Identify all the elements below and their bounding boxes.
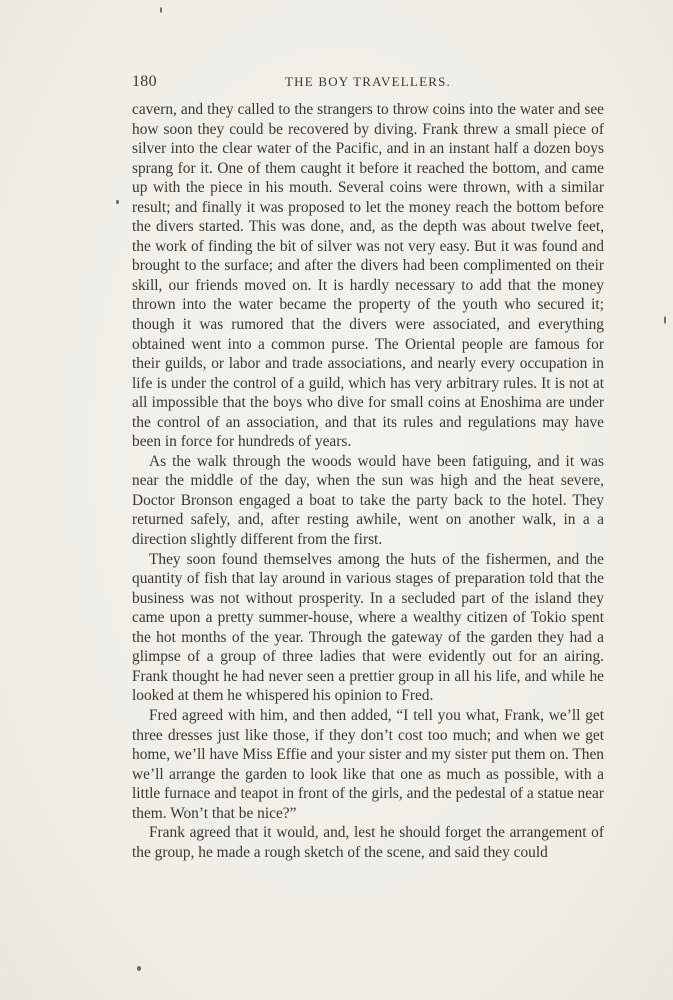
print-speck bbox=[116, 200, 119, 204]
print-speck bbox=[137, 966, 141, 971]
paragraph-4: Fred agreed with him, and then added, “I tell you what, Frank, we’ll get three dresses just like those, if they don’t cost too much; and when we get home, we’ll have Miss Effie and your sister and my sister put them on. Then we’ll arrange the garden to look like that one as much as possible, with a little furnace and teapot in front of the girls, and the pedestal of a statue near them. Won’t that be nice?” bbox=[132, 706, 604, 822]
print-speck bbox=[160, 7, 162, 13]
paragraph-5: Frank agreed that it would, and, lest he should forget the arrangement of the group, he made a rough sketch of the scene, and said they could bbox=[132, 824, 604, 861]
body-text bbox=[132, 100, 604, 862]
paragraph-2: As the walk through the woods would have been fatiguing, and it was near the middle of the day, when the sun was high and the heat severe, Doctor Bronson engaged a boat to take the party back to the hotel. They returned safely, and, after resting awhile, went on another walk, in a a direction slightly different from the first. bbox=[132, 452, 604, 549]
running-head: THE BOY TRAVELLERS. bbox=[285, 74, 451, 89]
page-number: 180 bbox=[132, 73, 157, 90]
paragraph-1: cavern, and they called to the strangers to throw coins into the water and see how soon they could be recovered by diving. Frank threw a small piece of silver into the clear water of the Pacific, and in an instant half a dozen boys sprang for it. One of them caught it before it reached the bottom, and came up with the piece in his mouth. Several coins were thrown, with a similar result; and finally it was proposed to let the money reach the bottom before the divers started. This was done, and, as the depth was about twelve feet, the work of finding the bit of silver was not very easy. But it was found and brought to the surface; and after the divers had been complimented on their skill, our friends moved on. It is hardly necessary to add that the money thrown into the water became the property of the youth who secured it; though it was rumored that the divers were associated, and everything obtained went into a common purse. The Oriental people are famous for their guilds, or labor and trade associations, and nearly every occupation in life is under the control of a guild, which has very arbitrary rules. It is not at all impossible that the boys who dive for small coins at Enoshima are under the control of an association, and that its rules and regulations may have been in force for hundreds of years. bbox=[132, 101, 604, 451]
print-speck bbox=[664, 316, 666, 324]
page-header bbox=[132, 73, 604, 93]
paragraph-3: They soon found themselves among the huts of the fishermen, and the quantity of fish that lay around in various stages of preparation told that the business was not without prosperity. In a secluded part of the island they came upon a pretty summer-house, where a wealthy citizen of Tokio spent the hot months of the year. Through the gateway of the garden they had a glimpse of a group of three ladies that were evidently out for an airing. Frank thought he had never seen a prettier group in all his life, and while he looked at them he whispered his opinion to Fred. bbox=[132, 550, 604, 705]
